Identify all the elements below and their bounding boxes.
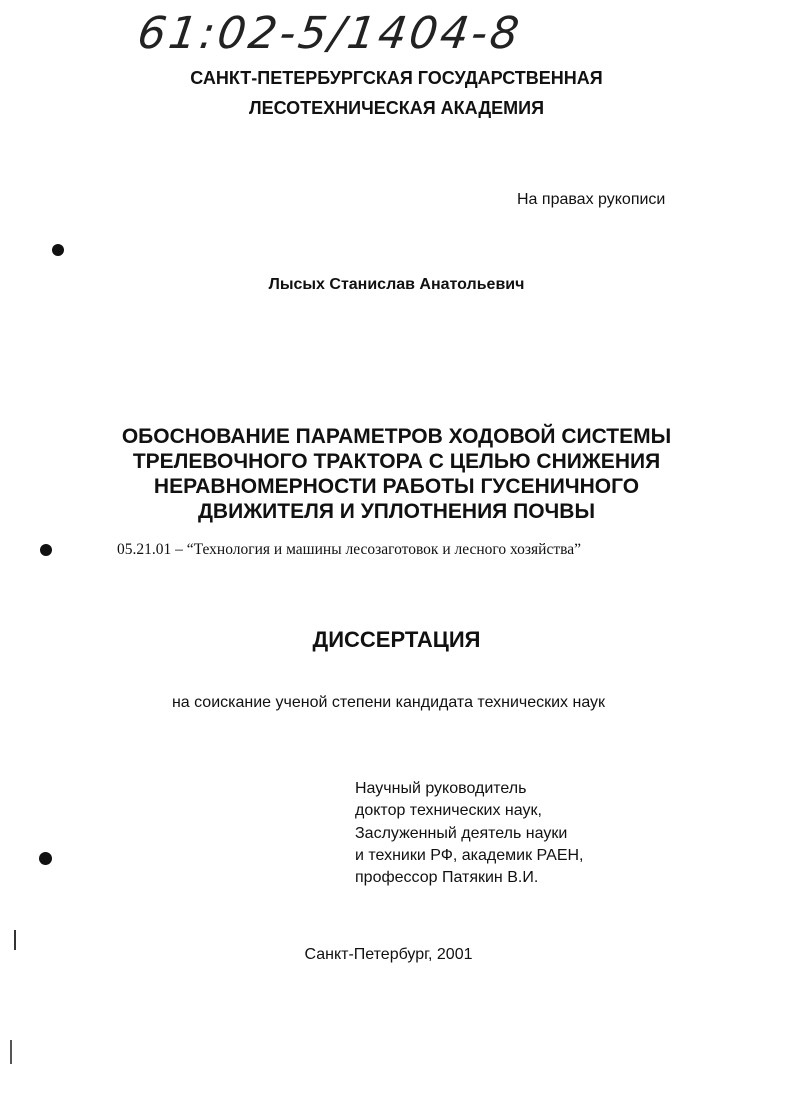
dissertation-title xyxy=(0,424,793,524)
document-type: ДИССЕРТАЦИЯ xyxy=(312,627,481,652)
handwritten-archive-number: 61:02-5/1404-8 xyxy=(134,8,525,59)
supervisor-block xyxy=(355,778,584,889)
binding-hole-mark xyxy=(52,244,64,256)
title-line: ДВИЖИТЕЛЯ И УПЛОТНЕНИЯ ПОЧВЫ xyxy=(197,500,596,523)
supervisor-line: Заслуженный деятель науки xyxy=(355,824,568,842)
supervisor-line: доктор технических наук, xyxy=(355,802,542,820)
scan-artifact xyxy=(10,1040,12,1064)
place-year: Санкт-Петербург, 2001 xyxy=(304,946,473,963)
title-line: НЕРАВНОМЕРНОСТИ РАБОТЫ ГУСЕНИЧНОГО xyxy=(153,475,640,498)
title-line: ТРЕЛЕВОЧНОГО ТРАКТОРА С ЦЕЛЬЮ СНИЖЕНИЯ xyxy=(132,450,661,473)
binding-hole-mark xyxy=(40,544,52,556)
scan-artifact xyxy=(14,930,16,950)
supervisor-line: и техники РФ, академик РАЕН, xyxy=(355,846,584,864)
institution-line-1: САНКТ-ПЕТЕРБУРГСКАЯ ГОСУДАРСТВЕННАЯ xyxy=(190,68,603,88)
institution-line-2: ЛЕСОТЕХНИЧЕСКАЯ АКАДЕМИЯ xyxy=(248,98,545,118)
supervisor-line: профессор Патякин В.И. xyxy=(355,869,539,887)
supervisor-line: Научный руководитель xyxy=(355,780,527,797)
rights-note: На правах рукописи xyxy=(517,191,666,208)
degree-statement: на соискание ученой степени кандидата технических наук xyxy=(171,694,606,711)
title-line: ОБОСНОВАНИЕ ПАРАМЕТРОВ ХОДОВОЙ СИСТЕМЫ xyxy=(121,425,672,448)
author-name: Лысых Станислав Анатольевич xyxy=(268,276,525,293)
specialty-code: 05.21.01 – “Технология и машины лесозаготовок и лесного хозяйства” xyxy=(117,541,581,558)
binding-hole-mark xyxy=(39,852,52,865)
